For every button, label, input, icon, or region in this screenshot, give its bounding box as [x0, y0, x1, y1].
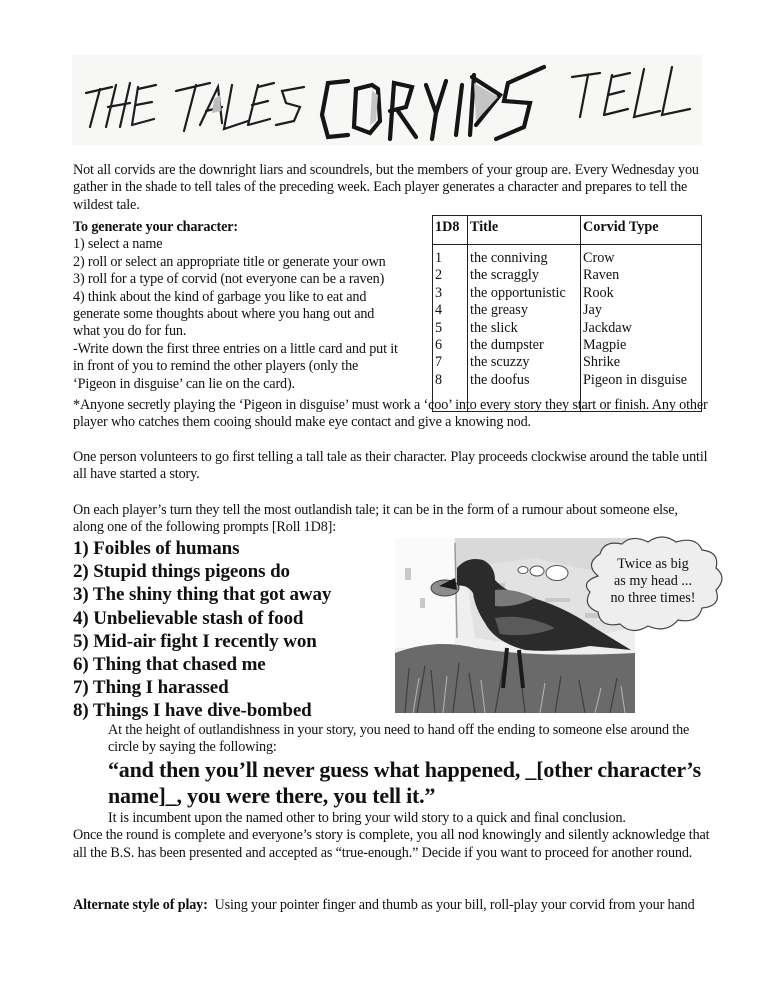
alternate-play-paragraph — [73, 897, 713, 914]
player-turn-paragraph: On each player’s turn they tell the most outlandish tale; it can be in the form of a rumour about someone else, along one of the following prompts [Roll 1D8]: — [73, 502, 678, 536]
table-header-row — [433, 216, 702, 245]
table-row — [433, 354, 702, 371]
intro-paragraph: Not all corvids are the downright liars and scoundrels, but the members of your group are. Every Wednesday you gather in the shade to tell tales of the preceding week. Each player generates a character and prepares to tell the wildest tale. — [73, 162, 699, 213]
title-cell: the greasy — [468, 302, 581, 319]
generation-step: 3) roll for a type of corvid (not everyone can be a raven) — [73, 271, 385, 288]
bubble-line: Twice as big — [617, 556, 689, 572]
title-cell: the conniving — [468, 245, 581, 268]
roll-cell: 2 — [433, 267, 468, 284]
column-header-corvid-type: Corvid Type — [581, 216, 702, 245]
title-cell: the dumpster — [468, 337, 581, 354]
table-row — [433, 267, 702, 284]
title-cell: the scuzzy — [468, 354, 581, 371]
roll-cell: 3 — [433, 285, 468, 302]
roll-cell: 7 — [433, 354, 468, 371]
title-cell: the doofus — [468, 372, 581, 389]
prompt-item: 8) Things I have dive-bombed — [73, 700, 312, 722]
corvid-type-cell: Raven — [581, 267, 702, 284]
corvid-type-cell: Rook — [581, 285, 702, 302]
table-row — [433, 285, 702, 302]
prompt-item: 5) Mid-air fight I recently won — [73, 630, 317, 652]
generation-step: generate some thoughts about where you hang out and — [73, 306, 375, 323]
roll-cell: 8 — [433, 372, 468, 389]
d8-character-table — [432, 215, 702, 412]
table-row — [433, 337, 702, 354]
roll-cell: 4 — [433, 302, 468, 319]
corvid-type-cell: Jackdaw — [581, 320, 702, 337]
bubble-line: no three times! — [610, 590, 696, 606]
conclusion-rest: Once the round is complete and everyone’s story is complete, you all nod knowingly and silently acknowledge that all the B.S. has been presented and accepted as “true-enough.” Decide if you want to proceed for another round. — [73, 827, 710, 861]
corvid-type-cell: Crow — [581, 245, 702, 268]
alternate-play-label: Alternate style of play: — [73, 897, 208, 913]
story-prompts-list — [73, 537, 393, 723]
prompt-item: 3) The shiny thing that got away — [73, 584, 332, 606]
column-header-1d8: 1D8 — [433, 216, 468, 245]
table-row — [433, 320, 702, 337]
title-cell: the opportunistic — [468, 285, 581, 302]
generation-step: -Write down the first three entries on a little card and put it — [73, 340, 398, 357]
corvid-type-cell: Pigeon in disguise — [581, 372, 702, 389]
handoff-quote: “and then you’ll never guess what happened, _[other character’s name]_, you were there, you tell it.” — [108, 757, 702, 808]
generation-step: ‘Pigeon in disguise’ can lie on the card). — [73, 375, 295, 392]
conclusion-first-line: It is incumbent upon the named other to bring your wild story to a quick and final conclusion. — [108, 810, 626, 826]
column-header-title: Title — [468, 216, 581, 245]
generation-step: in front of you to remind the other players (only the — [73, 358, 359, 375]
character-generation-heading: To generate your character: — [73, 219, 238, 235]
generation-step: 1) select a name — [73, 236, 163, 253]
prompt-item: 1) Foibles of humans — [73, 538, 240, 559]
character-generation-section — [73, 219, 433, 393]
prompt-item: 7) Thing I harassed — [73, 677, 229, 699]
table-row — [433, 302, 702, 319]
generation-step: what you do for fun. — [73, 323, 187, 340]
corvid-type-cell: Shrike — [581, 354, 702, 371]
title-lettering-art — [72, 55, 702, 145]
bubble-line: as my head ... — [613, 573, 692, 589]
roll-cell: 1 — [433, 245, 468, 268]
roll-cell: 6 — [433, 337, 468, 354]
conclusion-paragraph — [73, 810, 713, 862]
corvid-type-cell: Jay — [581, 302, 702, 319]
table-row — [433, 372, 702, 389]
title-banner — [72, 55, 702, 145]
pigeon-disguise-note: *Anyone secretly playing the ‘Pigeon in disguise’ must work a ‘coo’ into every story they start or finish. Any other player who catches them cooing should make eye contact and give a knowing nod. — [73, 397, 708, 431]
alternate-play-text: Using your pointer finger and thumb as your bill, roll-play your corvid from your hand — [207, 897, 695, 913]
title-cell: the slick — [468, 320, 581, 337]
title-cell: the scraggly — [468, 267, 581, 284]
roll-cell: 5 — [433, 320, 468, 337]
prompt-item: 2) Stupid things pigeons do — [73, 561, 290, 583]
table-row — [433, 245, 702, 268]
handoff-paragraph: At the height of outlandishness in your story, you need to hand off the ending to someone else around the circle by saying the following: — [108, 722, 690, 756]
prompt-item: 4) Unbelievable stash of food — [73, 607, 304, 629]
prompt-item: 6) Thing that chased me — [73, 654, 266, 676]
turn-order-paragraph: One person volunteers to go first telling a tall tale as their character. Play proceeds clockwise around the table until all have started a story. — [73, 449, 708, 483]
thought-bubble-text — [580, 556, 726, 607]
generation-step: 2) roll or select an appropriate title or generate your own — [73, 253, 386, 270]
corvid-type-cell: Magpie — [581, 337, 702, 354]
thought-bubble — [580, 536, 726, 636]
generation-step: 4) think about the kind of garbage you like to eat and — [73, 288, 367, 305]
